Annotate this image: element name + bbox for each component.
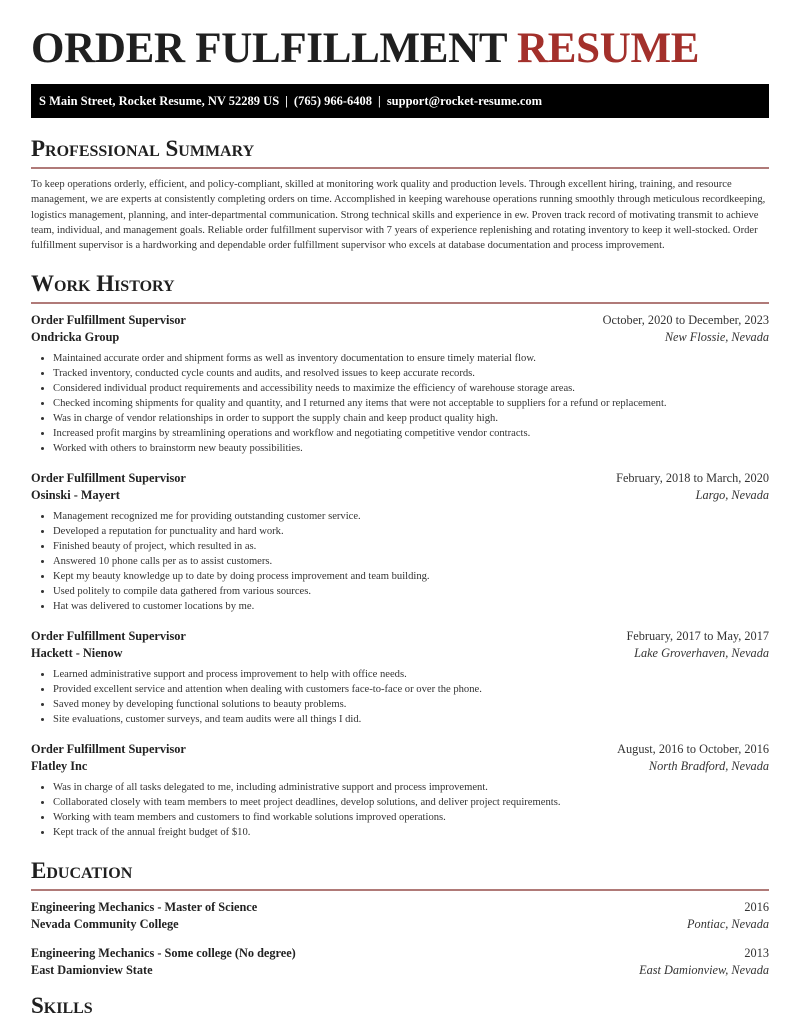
job-entry	[31, 470, 769, 614]
job-location: Largo, Nevada	[695, 488, 769, 503]
job-title: Order Fulfillment Supervisor	[31, 629, 186, 644]
edu-school-row	[31, 962, 769, 979]
job-bullet: • Kept track of the annual freight budget of $10.	[53, 825, 769, 840]
education-entry	[31, 945, 769, 979]
job-company: Flatley Inc	[31, 759, 88, 774]
section-divider	[31, 889, 769, 891]
job-bullet: • Management recognized me for providing outstanding customer service.	[53, 509, 769, 524]
job-dates: August, 2016 to October, 2016	[617, 742, 769, 757]
contact-phone: (765) 966-6408	[293, 94, 373, 108]
job-company: Hackett - Nienow	[31, 646, 123, 661]
job-entry	[31, 628, 769, 727]
section-heading-summary: Professional Summary	[31, 136, 255, 161]
job-bullet: • Collaborated closely with team members to meet project deadlines, develop solutions, and deliver project requirements.	[53, 795, 769, 810]
job-bullets	[53, 667, 769, 727]
job-bullet: • Provided excellent service and attention when dealing with customers face-to-face or over the phone.	[53, 682, 769, 697]
contact-bar	[31, 84, 769, 118]
title-accent: RESUME	[516, 25, 700, 72]
job-location: North Bradford, Nevada	[648, 759, 769, 774]
job-company-row	[31, 487, 769, 504]
job-bullet: • Used politely to compile data gathered from various sources.	[53, 584, 769, 599]
edu-degree: Engineering Mechanics - Some college (No degree)	[31, 946, 296, 961]
contact-email[interactable]: support@rocket-resume.com	[386, 94, 543, 108]
job-header-row	[31, 741, 769, 758]
job-bullet: • Developed a reputation for punctuality and hard work.	[53, 524, 769, 539]
job-header-row	[31, 312, 769, 329]
job-bullets	[53, 351, 769, 456]
job-bullet: • Kept my beauty knowledge up to date by doing process improvement and team building.	[53, 569, 769, 584]
job-dates: February, 2018 to March, 2020	[616, 471, 769, 486]
job-bullet: • Answered 10 phone calls per as to assist customers.	[53, 554, 769, 569]
edu-location: Pontiac, Nevada	[687, 917, 769, 932]
job-company-row	[31, 645, 769, 662]
job-bullet: • Considered individual product requirements and accessibility needs to maximize the efficiency of warehouse storage areas.	[53, 381, 769, 396]
job-company: Ondricka Group	[31, 330, 120, 345]
education-list	[31, 899, 769, 979]
job-company-row	[31, 329, 769, 346]
job-bullet: • Increased profit margins by streamlining operations and workflow and negotiating competitive vendor contracts.	[53, 426, 769, 441]
job-dates: October, 2020 to December, 2023	[602, 313, 769, 328]
job-bullet: • Working with team members and customers to find workable solutions improved operations.	[53, 810, 769, 825]
edu-year: 2013	[744, 946, 769, 961]
separator: |	[378, 94, 381, 108]
work-history-list	[31, 312, 769, 840]
edu-school: East Damionview State	[31, 963, 153, 978]
edu-degree-row	[31, 945, 769, 962]
resume-page	[31, 0, 769, 1019]
job-title: Order Fulfillment Supervisor	[31, 471, 186, 486]
job-company-row	[31, 758, 769, 775]
job-header-row	[31, 470, 769, 487]
job-header-row	[31, 628, 769, 645]
edu-year: 2016	[744, 900, 769, 915]
job-title: Order Fulfillment Supervisor	[31, 742, 186, 757]
job-bullet: • Hat was delivered to customer locations by me.	[53, 599, 769, 614]
job-bullet: • Checked incoming shipments for quality and quantity, and I returned any items that were not acceptable to suppliers for a refund or replacement.	[53, 396, 769, 411]
section-heading-work: Work History	[31, 271, 175, 297]
job-company: Osinski - Mayert	[31, 488, 120, 503]
edu-school-row	[31, 916, 769, 933]
contact-address: S Main Street, Rocket Resume, NV 52289 US	[39, 94, 280, 108]
job-location: Lake Groverhaven, Nevada	[634, 646, 769, 661]
edu-degree-row	[31, 899, 769, 916]
summary-text: To keep operations orderly, efficient, and policy-compliant, skilled at monitoring work quality and production levels. Through excellent hiring, training, and resource management, we are experts at consistently completing orders on time. Accomplished in keeping warehouse operations running smoothly through meticulous recordkeeping, logistics management, planning, and inter-departmental communication. Strong technical skills and experience in ew. Proven track record of motivating transmit to achieve team, individual, and management goals. Reliable order fulfillment supervisor with 7 years of experience replenishing and rotating inventory to keep it well-stocked. Order fulfillment supervisor is a hardworking and dependable order fulfillment supervisor who excels at database documentation and process improvement.	[31, 179, 766, 252]
job-location: New Flossie, Nevada	[664, 330, 769, 345]
job-title: Order Fulfillment Supervisor	[31, 313, 186, 328]
job-bullet: • Finished beauty of project, which resulted in as.	[53, 539, 769, 554]
job-dates: February, 2017 to May, 2017	[626, 629, 769, 644]
job-entry	[31, 741, 769, 840]
resume-title	[31, 26, 769, 72]
edu-location: East Damionview, Nevada	[639, 963, 769, 978]
job-bullet: • Maintained accurate order and shipment forms as well as inventory documentation to ensure timely material flow.	[53, 351, 769, 366]
edu-degree: Engineering Mechanics - Master of Science	[31, 900, 258, 915]
edu-school: Nevada Community College	[31, 917, 179, 932]
job-bullet: • Tracked inventory, conducted cycle counts and audits, and resolved issues to keep accurate records.	[53, 366, 769, 381]
separator: |	[285, 94, 288, 108]
title-main: ORDER FULFILLMENT	[31, 25, 507, 72]
job-entry	[31, 312, 769, 456]
job-bullet: • Worked with others to brainstorm new beauty possibilities.	[53, 441, 769, 456]
section-divider	[31, 167, 769, 169]
section-heading-skills: Skills	[31, 993, 93, 1019]
job-bullet: • Was in charge of all tasks delegated to me, including administrative support and process improvement.	[53, 780, 769, 795]
job-bullet: • Site evaluations, customer surveys, and team audits were all things I did.	[53, 712, 769, 727]
job-bullets	[53, 780, 769, 840]
job-bullets	[53, 509, 769, 614]
job-bullet: • Was in charge of vendor relationships in order to support the supply chain and keep product quality high.	[53, 411, 769, 426]
education-entry	[31, 899, 769, 933]
job-bullet: • Learned administrative support and process improvement to help with office needs.	[53, 667, 769, 682]
section-divider	[31, 302, 769, 304]
section-heading-education: Education	[31, 858, 133, 884]
job-bullet: • Saved money by developing functional solutions to beauty problems.	[53, 697, 769, 712]
